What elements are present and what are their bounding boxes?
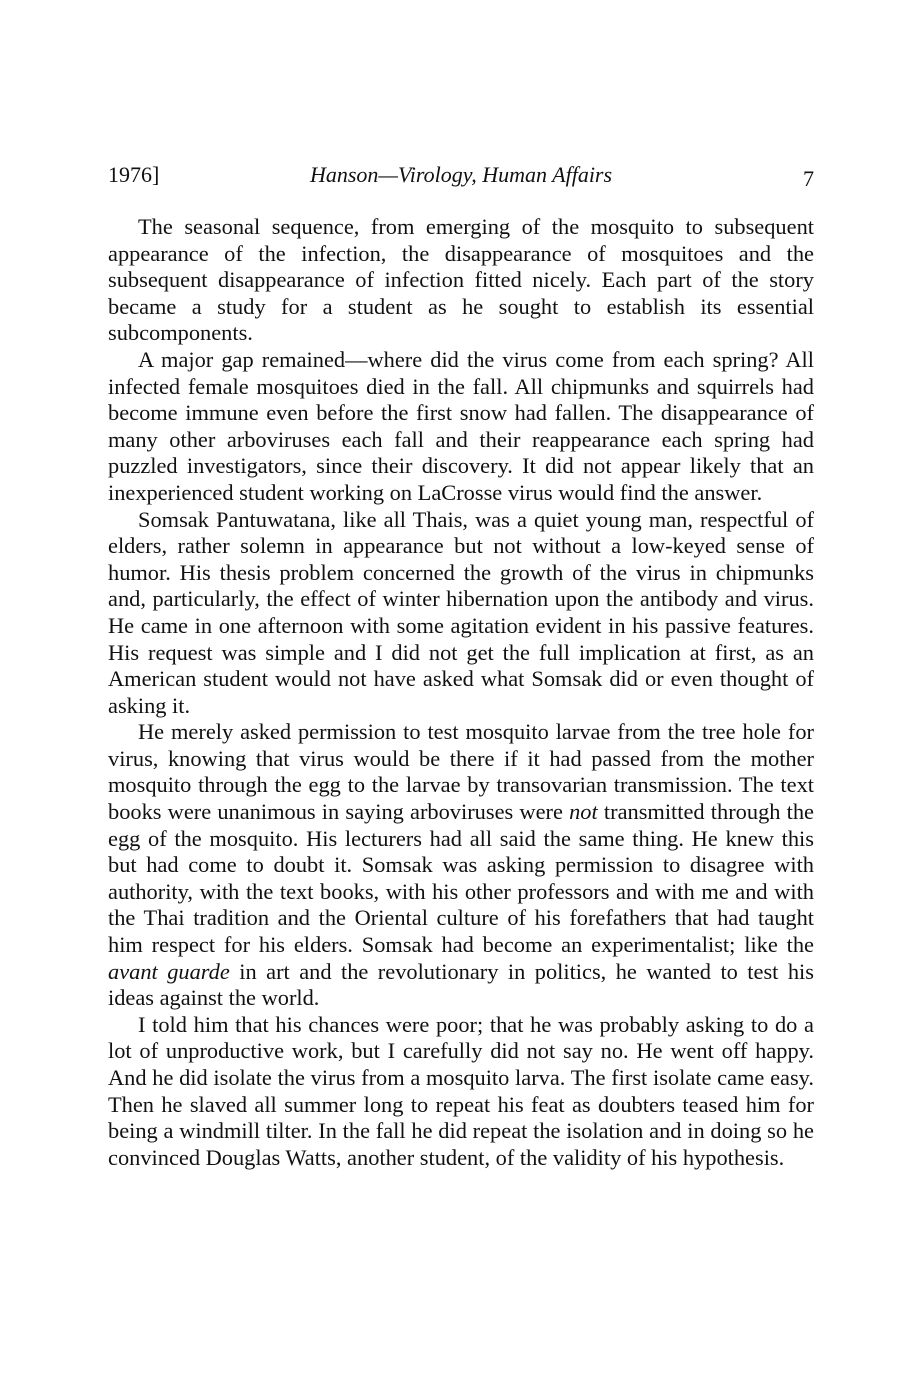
emphasis-avant-guarde: avant guarde — [108, 958, 230, 984]
page — [108, 0, 814, 1379]
paragraph-5: I told him that his chances were poor; that he was probably asking to do a lot of unproductive work, but I carefully did not say no. He went off happy. And he did isolate the virus from a mosquito larva. The first isolate came easy. Then he slaved all summer long to repeat his feat as doubters teased him for being a windmill tilter. In the fall he did repeat the isolation and in doing so he convinced Douglas Watts, another student, of the validity of his hypothesis. — [108, 1011, 814, 1170]
paragraph-4-part-2: transmitted through the egg of the mosquito. His lecturers had all said the same thing. He knew this but had come to doubt it. Somsak was asking permission to disagree with authority, with the text books, with his other professors and with me and with the Thai tradition and the Oriental culture of his forefathers that had taught him respect for his elders. Somsak had become an experimentalist; like the — [108, 799, 814, 958]
paragraph-1: The seasonal sequence, from emerging of the mosquito to subsequent appearance of the infection, the disappearance of mosquitoes and the subsequent disappearance of infection fitted nicely. Each part of the story became a study for a student as he sought to establish its essential subcomponents. — [108, 214, 814, 346]
body-text — [108, 214, 814, 1171]
running-title: Hanson—Virology, Human Affairs — [309, 162, 613, 187]
paragraph-2: A major gap remained—where did the virus come from each spring? All infected female mosquitoes died in the fall. All chipmunks and squirrels had become immune even before the first snow had fallen. The disappearance of many other arboviruses each fall and their reappearance each spring had puzzled investigators, since their discovery. It did not appear likely that an inexperienced student working on LaCrosse virus would find the answer. — [108, 346, 814, 505]
paragraph-4-part-1: He merely asked permission to test mosquito larvae from the tree hole for virus, knowing that virus would be there if it had passed from the mother mosquito through the egg to the larvae by transovarian transmission. The text books were unanimous in saying arboviruses were — [108, 719, 814, 825]
volume-year: 1976] — [108, 162, 160, 187]
paragraph-4-part-3: in art and the revolutionary in politics, he wanted to test his ideas against the world. — [108, 958, 814, 1011]
paragraph-3: Somsak Pantuwatana, like all Thais, was a quiet young man, respectful of elders, rather solemn in appearance but not without a low-keyed sense of humor. His thesis problem concerned the growth of the virus in chipmunks and, particularly, the effect of winter hibernation upon the antibody and virus. He came in one afternoon with some agitation evident in his passive features. His request was simple and I did not get the full implication at first, as an American student would not have asked what Somsak did or even thought of asking it. — [108, 506, 814, 718]
emphasis-not: not — [569, 799, 598, 825]
page-number: 7 — [803, 166, 814, 191]
paragraph-4 — [108, 719, 814, 1012]
running-head — [108, 160, 814, 196]
